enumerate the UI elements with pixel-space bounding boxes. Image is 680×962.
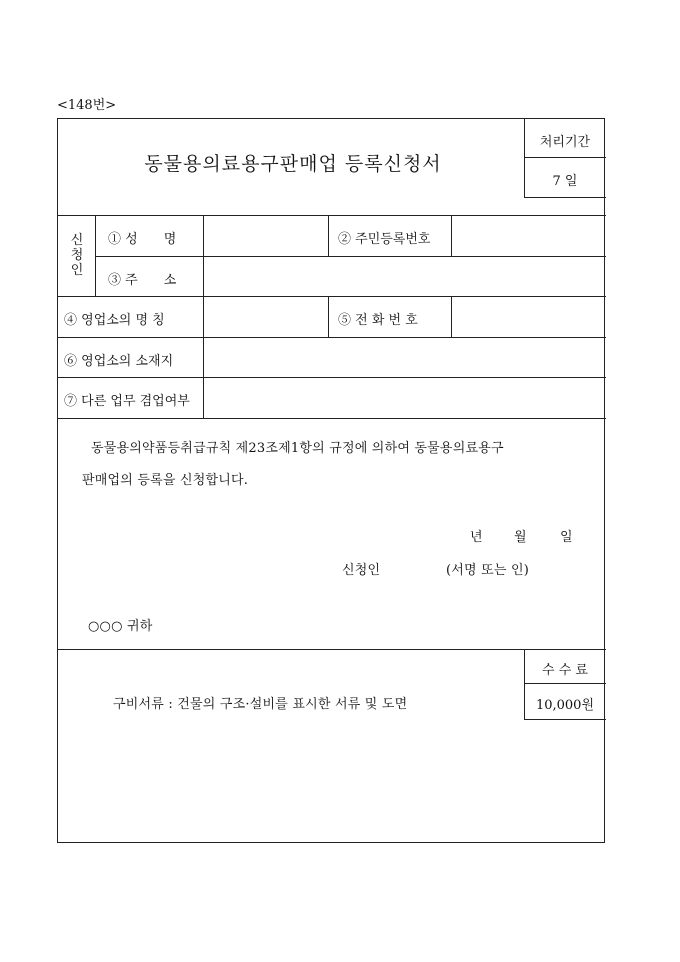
phone-label: ⑤ 전 화 번 호 <box>338 313 418 328</box>
address-field[interactable] <box>204 257 605 295</box>
application-form <box>57 118 605 843</box>
business-name-label: ④ 영업소의 명 칭 <box>64 313 165 328</box>
divider <box>524 683 606 684</box>
other-business-label: ⑦ 다른 업무 겸업여부 <box>64 394 190 409</box>
resident-number-field[interactable] <box>452 216 605 255</box>
date-month: 월 <box>514 530 527 545</box>
signature-note[interactable]: (서명 또는 인) <box>446 563 529 578</box>
name-label: ① 성 명 <box>108 232 177 247</box>
fee-value: 10,000원 <box>535 698 595 713</box>
recipient: ○○○ 귀하 <box>88 619 153 634</box>
business-location-label: ⑥ 영업소의 소재지 <box>64 354 174 369</box>
required-documents: 구비서류 : 건물의 구조·설비를 표시한 서류 및 도면 <box>113 697 408 712</box>
date-day: 일 <box>560 530 573 545</box>
statement-line-2: 판매업의 등록을 신청합니다. <box>82 473 249 488</box>
date-year: 년 <box>470 530 483 545</box>
resident-number-label: ② 주민등록번호 <box>338 232 431 247</box>
form-title: 동물용의료용구판매업 등록신청서 <box>144 153 442 175</box>
divider <box>524 197 606 198</box>
row-divider <box>58 418 606 419</box>
name-field[interactable] <box>204 216 327 255</box>
address-label: ③ 주 소 <box>108 273 177 288</box>
statement-line-1: 동물용의약품등취급규칙 제23조제1항의 규정에 의하여 동물용의료용구 <box>91 441 504 456</box>
applicant-group-label: 신 청 인 <box>70 233 84 278</box>
col-divider <box>95 215 96 296</box>
other-business-field[interactable] <box>204 378 605 417</box>
form-number: <148번> <box>57 98 117 113</box>
col-divider <box>328 296 329 337</box>
phone-field[interactable] <box>452 297 605 336</box>
business-location-field[interactable] <box>204 338 605 376</box>
col-divider <box>328 215 329 256</box>
processing-period-label: 처리기간 <box>539 135 591 150</box>
fee-label: 수 수 료 <box>542 663 588 678</box>
processing-period-value: 7 일 <box>552 174 578 189</box>
divider <box>524 157 606 158</box>
divider <box>524 719 606 720</box>
signature-label: 신청인 <box>342 563 381 578</box>
business-name-field[interactable] <box>204 297 327 336</box>
